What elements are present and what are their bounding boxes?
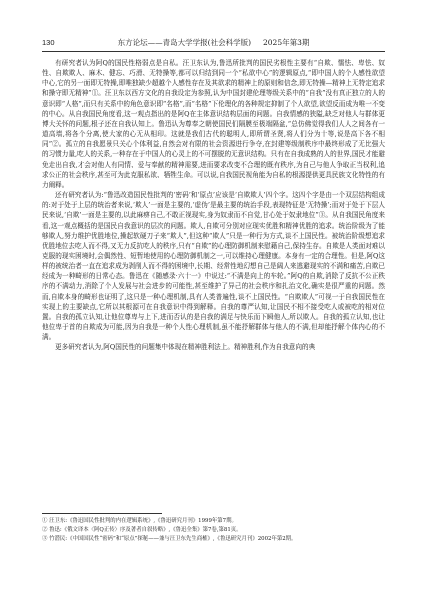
running-header — [42, 37, 385, 49]
journal-info — [42, 37, 385, 49]
paragraph: 更多研究者认为,阿Q国民性的问题集中体现在精神胜利法上。精神胜利,作为自我意向的典 — [55, 343, 316, 352]
footnote-rule — [42, 513, 162, 514]
footnote: ① 汪卫东:《鲁迅国民性批判的内在逻辑系统》,《鲁迅研究月刊》1999年第7期。 — [42, 518, 237, 524]
header-rule — [42, 51, 385, 52]
paragraph: 有研究者认为阿Q的国民性格弱点是自私。汪卫东认为,鲁迅所批判的国民劣根性主要有“自欺、懦怯、卑怯、奴性、自欺欺人、麻木、健忘、巧滑、无特操等,都可以归结到同一个“私欲中心”的逻辑原点,“即中国人的个人感性欲望中心,它的另一面即无特操,即唯独缺少超越个人感性存在及其欲求的精神上的原则和信念,即无特操—精神上无特定追求和操守即无精神”①。汪卫东以西方文化的自我设定为参照,认为中国封建伦理等级关系中的“自我”没有真正独立的人的意识即“人格”,而只有关系中的角色意识即“名格”,而“名格”下伦理化的各种规定抑制了个人欲望,欲望反而成为唯一不变的中心。从自我国民角度看,这一观点指出的是阿Q在主体意识结构层面的问题。自我情感的狭隘,缺乏对他人与群体更博大关怀的问题,根子还在自我认知上。鲁迅认为尊奉之朝使国民们隔膜至极端隔盆,“总仿佛觉得我们人人之间各有一道高墙,将各个分离,使大家的心无从相印。这就是我们古代的聪明人,即所谓圣贤,将人们分为十等,说是高下各不相同”②。孤立的自我愿景只关心个体利益,自然会对有限的社会资源进行争夺,在封建等级制秩序中最终形成了无比强大的习惯力量,吃人的关系,一种存在于中国人的心灵上的不可摆脱的无意识结构。只有在自我成熟的人的世界,国民才能避免走出自我,才会对他人有同情、爱与奉献的精神需要,进而要求改变不合理的既有秩序,为自己与他人争取正当权利,追求公正的社会秩序,甚至可为此克服私欲、牺牲生命。可以说,自我国民视角能为自私的根源提供更具民族文化特性的有力阐释。 — [42, 59, 385, 189]
footnote: ② 鲁迅:《俄文译本〈阿Q正传〉序及著者自叙传略》,《鲁迅全集》第7卷,第81页。 — [42, 527, 242, 533]
footnotes — [42, 517, 385, 544]
journal-title: 东方论坛——青岛大学学报(社会科学版) — [117, 38, 251, 47]
page-number: 130 — [42, 38, 55, 47]
paragraph: 还有研究者认为:“鲁迅改造国民性批判的‘密码’和‘原点’应该是‘自欺欺人’四个字。这四个字是由一个双层结构组成的:对于处于上层的统治者来说,‘欺人’一面是主要的,‘虚伪’是最主要的统治手段,表现特征是‘无特操’;而对于处于下层人民来说,‘自欺’一面是主要的,以此麻痹自己,不敢正视现实,身为奴隶而不自觉,甘心处于奴隶地位”③。从自我国民角度来看,这一观点概括的是国民自我意识的层次的问题。欺人,自欺可分别对应现实优胜和精神优胜的追求。统治阶级为了能够欺人,努力维护优胜地位,操起软硬刀子来“欺人”,但这种“欺人”只是一种行为方式,谈不上国民性。被统治阶级想追求优胜地位去吃人而不得,又无力反抗吃人的秩序,只有“自欺”的心理防御机制来慰藉自己,保持生存。自欺是人类面对难以克服的现实困境时,会偶然性、短暂地使用的心理防御机制之一,可以维持心理健康。本身有一定的合理性。但是,阿Q这样的被统治者一直在追求成为剥削人而不得的困境中,长期、经常性地幻想自己是阔人来逃避现实的不满和痛苦,自欺已经成为一种畸形的日常心态。鲁迅在《随感录·六十一》中说过:“不满是向上的车轮。”阿Q的自欺,消除了反抗不公正秩序的不满动力,消除了个人发展与社会进步的可能性,甚至维护了异己的社会秩序和扎治文化,确实是很严重的问题。然而,自欺本身的畸形也证明了,这只是一种心理机制,具有人类普遍性,谈不上国民性。“自欺欺人”可视一于自我国民性在实现上的主要缺点,它所以其根源可在自我意识中得到解释。自我的尊严认知,让国民不相不接受吃人或被吃的相对位置。自我的孤立认知,让他位尊卑与上下,进而否认的是自我的满足与快乐而下瞬他人,所以欺人。自我的孤立认知,也让他位卑于首的自欺成为可能,因为自我是一种个人性心理机制,虽不能抒解群体与他人的不满,但却能抒解个体内心的不满。 — [42, 191, 385, 342]
footnote: ③ 竹潜民:《中国国民性“密码”和“原点”探秘——兼与汪卫东先生商榷》,《鲁迅研究月刊》2002年第2期。 — [42, 536, 297, 542]
journal-issue: 2025年第3期 — [263, 38, 310, 47]
article-body — [42, 58, 385, 506]
